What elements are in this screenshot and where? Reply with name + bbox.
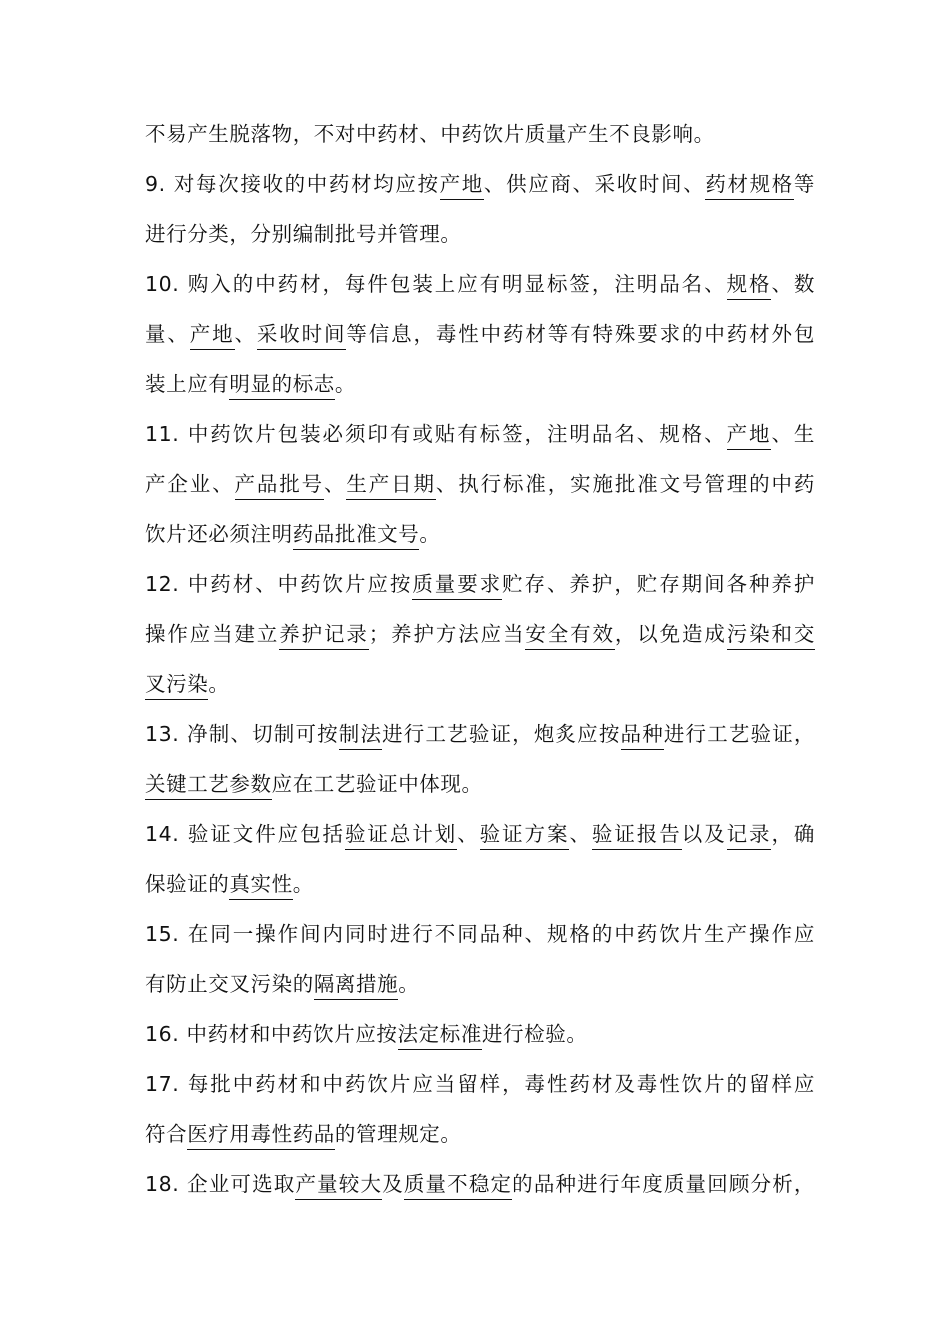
underlined-term: 采收时间 [257,322,347,350]
text-segment: 饮片还必须注明 [145,522,293,546]
underlined-term: 医疗用毒性药品 [187,1122,335,1150]
text-segment: 18. 企业可选取 [145,1172,296,1196]
text-segment: 14. 验证文件应包括 [145,822,345,846]
text-segment: 进行工艺验证，炮炙应按 [382,722,621,746]
text-line [145,259,815,309]
text-segment: 保验证的 [145,872,230,896]
underlined-term: 药材规格 [705,172,794,200]
text-line [145,959,815,1009]
text-segment: 等 [793,172,815,196]
text-segment: 17. 每批中药材和中药饮片应当留样，毒性药材及毒性饮片的留样应 [145,1072,815,1096]
text-line [145,109,815,159]
text-line [145,559,815,609]
text-segment: 。 [419,522,441,546]
underlined-term: 生产日期 [346,472,436,500]
text-line [145,459,815,509]
underlined-term: 制法 [339,722,382,750]
text-segment: 以及 [681,822,727,846]
text-segment: 产企业、 [145,472,235,496]
text-line [145,159,815,209]
underlined-term: 产地 [190,322,235,350]
underlined-term: 产地 [440,172,484,200]
text-line [145,1059,815,1109]
text-line [145,659,815,709]
underlined-term: 关键工艺参数 [145,772,272,800]
text-line [145,209,815,259]
underlined-term: 真实性 [229,872,292,900]
text-segment: 。 [398,972,420,996]
text-line [145,309,815,359]
underlined-term: 隔离措施 [314,972,398,1000]
text-segment: 15. 在同一操作间内同时进行不同品种、规格的中药饮片生产操作应 [145,922,815,946]
text-segment: 等信息，毒性中药材等有特殊要求的中药材外包 [346,322,815,346]
text-segment: ，以免造成 [614,622,727,646]
text-segment: 应在工艺验证中体现。 [271,772,483,796]
text-segment: 进行工艺验证， [663,722,815,746]
underlined-term: 质量不稳定 [404,1172,512,1200]
text-segment: 的品种进行年度质量回顾分析， [512,1172,815,1196]
text-segment: 的管理规定。 [334,1122,462,1146]
text-line [145,709,815,759]
underlined-term: 叉污染 [145,672,208,700]
text-segment: 及 [382,1172,404,1196]
underlined-term: 产品批号 [235,472,325,500]
underlined-term: 法定标准 [398,1022,482,1050]
text-segment: 。 [292,872,314,896]
underlined-term: 药品批准文号 [293,522,420,550]
text-segment: 16. 中药材和中药饮片应按 [145,1022,398,1046]
text-segment: 11. 中药饮片包装必须印有或贴有标签，注明品名、规格、 [145,422,727,446]
underlined-term: 规格 [727,272,772,300]
underlined-term: 养护记录 [279,622,369,650]
underlined-term: 产地 [727,422,772,450]
text-line [145,1159,815,1209]
text-segment: 操作应当建立 [145,622,280,646]
underlined-term: 记录 [727,822,772,850]
text-segment: 、 [324,472,347,496]
underlined-term: 验证方案 [480,822,570,850]
text-segment: 13. 净制、切制可按 [145,722,339,746]
text-segment: 不易产生脱落物，不对中药材、中药饮片质量产生不良影响。 [145,122,715,146]
document-page [145,109,815,1209]
text-segment: 贮存、养护，贮存期间各种养护 [502,572,815,596]
text-segment: 、 [457,822,480,846]
text-segment: ，确 [771,822,815,846]
text-segment: 、供应商、采收时间、 [483,172,706,196]
text-segment: 、生 [771,422,815,446]
text-line [145,509,815,559]
underlined-term: 验证总计划 [345,822,457,850]
text-line [145,609,815,659]
text-segment: 、 [234,322,257,346]
text-line [145,359,815,409]
text-line [145,909,815,959]
text-segment: 、 [569,822,592,846]
underlined-term: 明显的标志 [229,372,335,400]
text-line [145,409,815,459]
text-segment: 进行检验。 [481,1022,588,1046]
text-segment: 有防止交叉污染的 [145,972,314,996]
text-line [145,1009,815,1059]
text-segment: 、数 [771,272,815,296]
underlined-term: 污染和交 [727,622,815,650]
underlined-term: 验证报告 [592,822,682,850]
text-segment: 进行分类，分别编制批号并管理。 [145,222,462,246]
text-segment: 符合 [145,1122,188,1146]
text-line [145,759,815,809]
text-segment: 装上应有 [145,372,230,396]
text-line [145,809,815,859]
text-segment: 量、 [145,322,190,346]
underlined-term: 安全有效 [525,622,615,650]
text-segment: 。 [208,672,230,696]
underlined-term: 产量较大 [295,1172,382,1200]
text-line [145,859,815,909]
text-segment: 12. 中药材、中药饮片应按 [145,572,413,596]
underlined-term: 品种 [621,722,664,750]
underlined-term: 质量要求 [412,572,502,600]
text-line [145,1109,815,1159]
text-segment: ；养护方法应当 [368,622,526,646]
text-segment: 。 [334,372,357,396]
text-segment: 、执行标准，实施批准文号管理的中药 [435,472,815,496]
text-segment: 10. 购入的中药材，每件包装上应有明显标签，注明品名、 [145,272,727,296]
text-segment: 9. 对每次接收的中药材均应按 [145,172,440,196]
